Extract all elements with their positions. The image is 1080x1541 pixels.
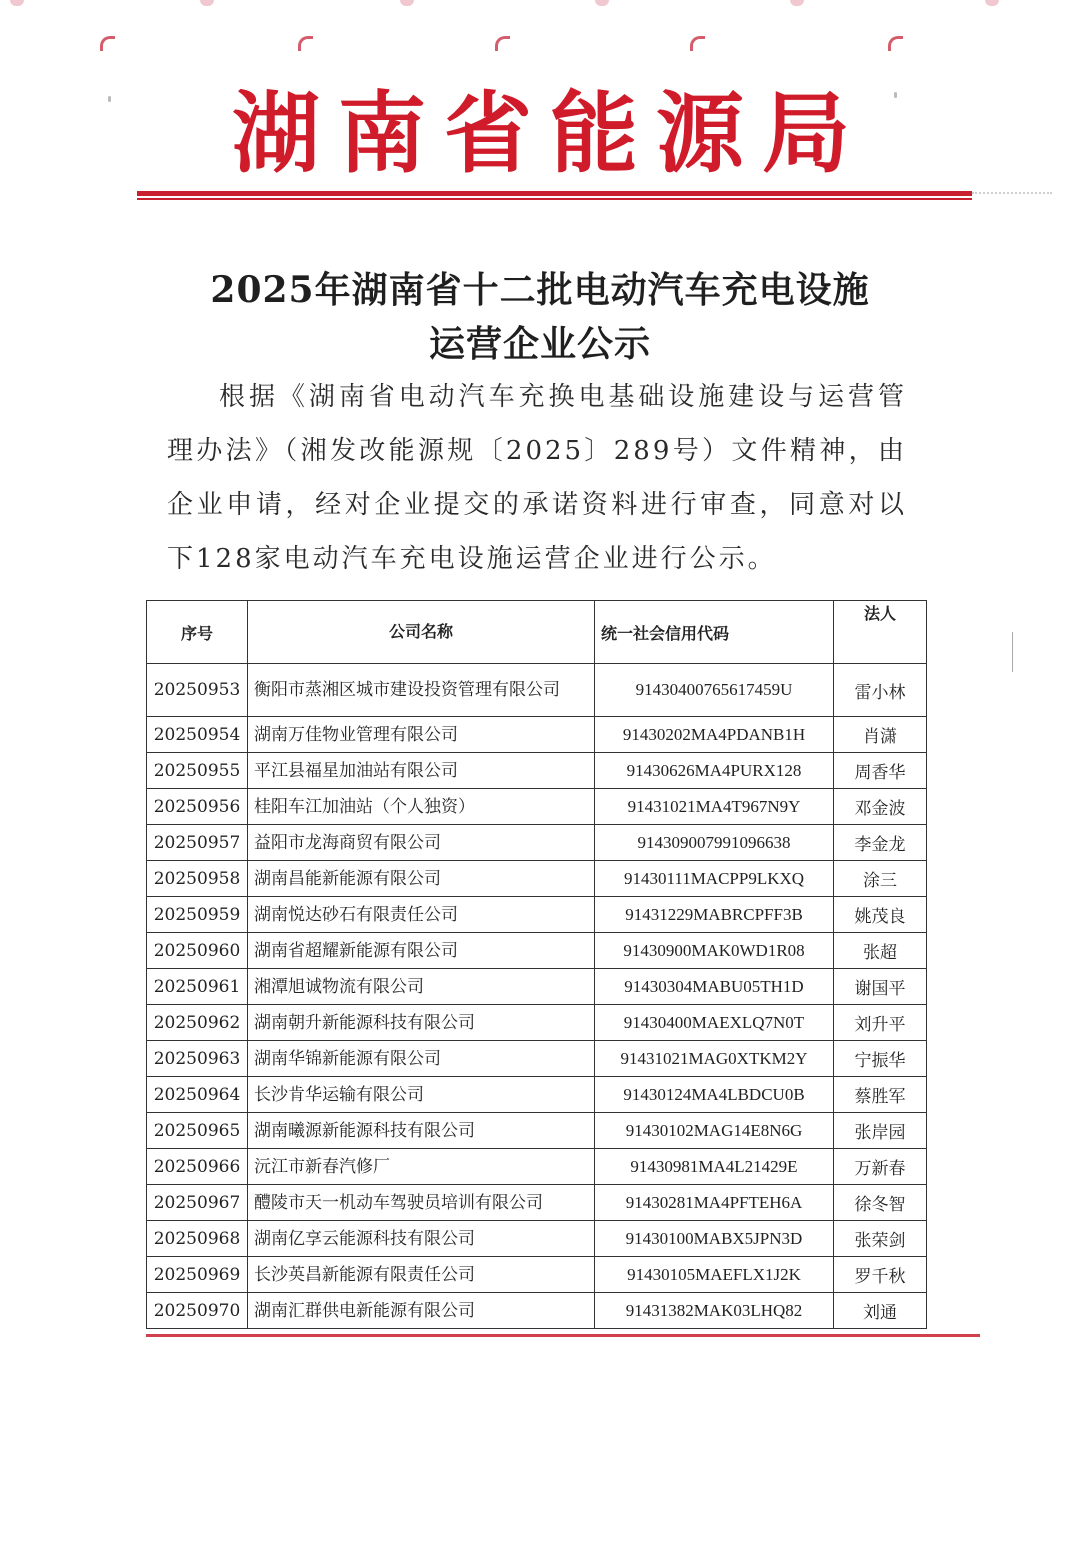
row-serial: 20250962 xyxy=(147,1005,248,1041)
row-company: 益阳市龙海商贸有限公司 xyxy=(248,825,595,861)
binding-hole-mark xyxy=(298,36,313,51)
row-credit-code: 91431382MAK03LHQ82 xyxy=(595,1293,834,1329)
row-credit-code: 91430281MA4PFTEH6A xyxy=(595,1185,834,1221)
row-serial: 20250969 xyxy=(147,1257,248,1293)
row-legal-rep: 李金龙 xyxy=(834,825,927,861)
table-bottom-rule xyxy=(146,1334,980,1337)
row-serial: 20250956 xyxy=(147,789,248,825)
operator-table xyxy=(146,600,927,1329)
row-serial: 20250963 xyxy=(147,1041,248,1077)
table-row xyxy=(147,933,927,969)
row-credit-code: 91430100MABX5JPN3D xyxy=(595,1221,834,1257)
table-row xyxy=(147,1149,927,1185)
row-serial: 20250953 xyxy=(147,664,248,717)
row-company: 湖南华锦新能源有限公司 xyxy=(248,1041,595,1077)
binding-hole-mark xyxy=(888,36,903,51)
table-row xyxy=(147,717,927,753)
table-row xyxy=(147,1293,927,1329)
table-row xyxy=(147,897,927,933)
row-legal-rep: 姚茂良 xyxy=(834,897,927,933)
row-company: 平江县福星加油站有限公司 xyxy=(248,753,595,789)
notice-title-line2: 运营企业公示 xyxy=(428,323,651,365)
row-serial: 20250964 xyxy=(147,1077,248,1113)
agency-letterhead: 湖南省能源局 xyxy=(231,81,868,185)
row-company: 长沙英昌新能源有限责任公司 xyxy=(248,1257,595,1293)
row-credit-code: 91430102MAG14E8N6G xyxy=(595,1113,834,1149)
row-company: 沅江市新春汽修厂 xyxy=(248,1149,595,1185)
row-company: 湖南朝升新能源科技有限公司 xyxy=(248,1005,595,1041)
row-serial: 20250960 xyxy=(147,933,248,969)
row-legal-rep: 邓金波 xyxy=(834,789,927,825)
row-legal-rep: 周香华 xyxy=(834,753,927,789)
scan-rule-tail xyxy=(972,192,1052,197)
row-serial: 20250955 xyxy=(147,753,248,789)
table-row xyxy=(147,861,927,897)
row-legal-rep: 张岸园 xyxy=(834,1113,927,1149)
row-company: 湖南昌能新能源有限公司 xyxy=(248,861,595,897)
row-company: 长沙肯华运输有限公司 xyxy=(248,1077,595,1113)
row-legal-rep: 雷小林 xyxy=(834,664,927,717)
table-header-row xyxy=(147,601,927,664)
row-serial: 20250970 xyxy=(147,1293,248,1329)
table-row xyxy=(147,1221,927,1257)
row-serial: 20250966 xyxy=(147,1149,248,1185)
row-credit-code: 91430111MACPP9LKXQ xyxy=(595,861,834,897)
table-row xyxy=(147,753,927,789)
row-legal-rep: 涂三 xyxy=(834,861,927,897)
scan-mark xyxy=(595,0,609,6)
header-serial: 序号 xyxy=(147,601,248,664)
row-company: 湖南汇群供电新能源有限公司 xyxy=(248,1293,595,1329)
binding-hole-mark xyxy=(690,36,705,51)
row-serial: 20250959 xyxy=(147,897,248,933)
row-credit-code: 91430626MA4PURX128 xyxy=(595,753,834,789)
notice-body: 根据《湖南省电动汽车充换电基础设施建设与运营管理办法》（湘发改能源规〔2025〕289号）文件精神，由企业申请，经对企业提交的承诺资料进行审查，同意对以下128家电动汽车充电设施运营企业进行公示。 xyxy=(167,382,907,574)
scan-mark xyxy=(10,0,24,6)
row-serial: 20250967 xyxy=(147,1185,248,1221)
row-legal-rep: 张荣剑 xyxy=(834,1221,927,1257)
table-row xyxy=(147,1077,927,1113)
binding-hole-mark xyxy=(495,36,510,51)
letterhead-divider-thin xyxy=(137,198,972,200)
letterhead-divider xyxy=(137,191,972,196)
row-credit-code: 91430900MAK0WD1R08 xyxy=(595,933,834,969)
row-company: 湖南万佳物业管理有限公司 xyxy=(248,717,595,753)
table-row xyxy=(147,1113,927,1149)
row-credit-code: 91431229MABRCPFF3B xyxy=(595,897,834,933)
notice-title-line1: 2025年湖南省十二批电动汽车充电设施 xyxy=(210,269,870,311)
scan-speck xyxy=(108,96,111,102)
row-legal-rep: 谢国平 xyxy=(834,969,927,1005)
row-company: 湖南亿享云能源科技有限公司 xyxy=(248,1221,595,1257)
row-legal-rep: 肖潇 xyxy=(834,717,927,753)
header-company: 公司名称 xyxy=(248,601,595,664)
row-legal-rep: 罗千秋 xyxy=(834,1257,927,1293)
row-company: 湘潭旭诚物流有限公司 xyxy=(248,969,595,1005)
row-legal-rep: 宁振华 xyxy=(834,1041,927,1077)
row-company: 湖南悦达砂石有限责任公司 xyxy=(248,897,595,933)
row-legal-rep: 张超 xyxy=(834,933,927,969)
row-credit-code: 91430400765617459U xyxy=(595,664,834,717)
row-legal-rep: 蔡胜军 xyxy=(834,1077,927,1113)
row-company: 湖南省超耀新能源有限公司 xyxy=(248,933,595,969)
row-credit-code: 91430304MABU05TH1D xyxy=(595,969,834,1005)
row-credit-code: 91430981MA4L21429E xyxy=(595,1149,834,1185)
table-row xyxy=(147,789,927,825)
binding-hole-mark xyxy=(100,36,115,51)
row-serial: 20250958 xyxy=(147,861,248,897)
table-row xyxy=(147,664,927,717)
header-legal-rep: 法人 xyxy=(834,601,927,664)
row-company: 衡阳市蒸湘区城市建设投资管理有限公司 xyxy=(248,664,595,717)
row-credit-code: 91431021MAG0XTKM2Y xyxy=(595,1041,834,1077)
table-row xyxy=(147,969,927,1005)
row-serial: 20250968 xyxy=(147,1221,248,1257)
row-credit-code: 914309007991096638 xyxy=(595,825,834,861)
table-row xyxy=(147,1257,927,1293)
scan-mark xyxy=(790,0,804,6)
scan-mark xyxy=(400,0,414,6)
row-legal-rep: 刘升平 xyxy=(834,1005,927,1041)
row-serial: 20250965 xyxy=(147,1113,248,1149)
table-row xyxy=(147,1041,927,1077)
row-company: 湖南曦源新能源科技有限公司 xyxy=(248,1113,595,1149)
row-company: 醴陵市天一机动车驾驶员培训有限公司 xyxy=(248,1185,595,1221)
row-credit-code: 91431021MA4T967N9Y xyxy=(595,789,834,825)
scan-mark xyxy=(200,0,214,6)
row-company: 桂阳车江加油站（个人独资） xyxy=(248,789,595,825)
table-row xyxy=(147,825,927,861)
table-row xyxy=(147,1005,927,1041)
row-legal-rep: 万新春 xyxy=(834,1149,927,1185)
row-serial: 20250961 xyxy=(147,969,248,1005)
row-legal-rep: 徐冬智 xyxy=(834,1185,927,1221)
row-credit-code: 91430105MAEFLX1J2K xyxy=(595,1257,834,1293)
scan-mark xyxy=(985,0,999,6)
table-row xyxy=(147,1185,927,1221)
row-credit-code: 91430202MA4PDANB1H xyxy=(595,717,834,753)
header-credit-code: 统一社会信用代码 xyxy=(595,601,834,664)
row-serial: 20250957 xyxy=(147,825,248,861)
row-serial: 20250954 xyxy=(147,717,248,753)
row-credit-code: 91430400MAEXLQ7N0T xyxy=(595,1005,834,1041)
row-legal-rep: 刘通 xyxy=(834,1293,927,1329)
row-credit-code: 91430124MA4LBDCU0B xyxy=(595,1077,834,1113)
scan-margin-mark xyxy=(1012,632,1023,672)
